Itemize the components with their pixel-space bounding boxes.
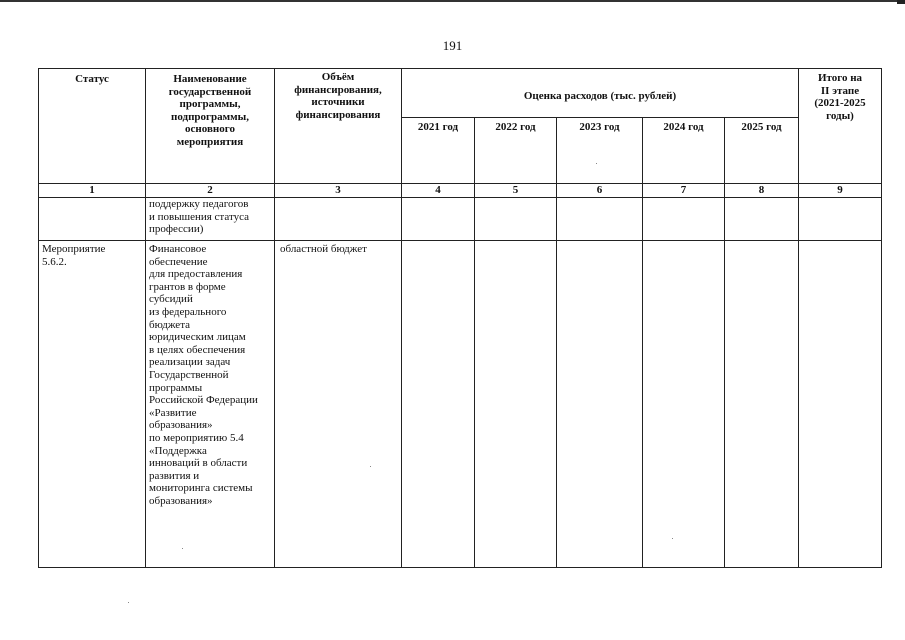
table-row <box>39 198 882 241</box>
cell-2023 <box>557 241 643 568</box>
cell-total <box>799 241 882 568</box>
col-number-6: 6 <box>557 184 643 198</box>
header-name <box>146 69 275 184</box>
scan-speck <box>596 163 597 164</box>
cell-2021 <box>402 198 475 241</box>
header-year-2023: 2023 год <box>557 118 643 184</box>
cell-2021 <box>402 241 475 568</box>
header-estimate <box>402 69 799 118</box>
col-number-3: 3 <box>275 184 402 198</box>
header-total-label: Итого на II этапе (2021-2025 годы) <box>814 72 866 122</box>
cell-2025 <box>725 241 799 568</box>
header-total <box>799 69 882 184</box>
cell-2024 <box>643 241 725 568</box>
col-number-9: 9 <box>799 184 882 198</box>
header-year-2021: 2021 год <box>402 118 475 184</box>
cell-2025 <box>725 198 799 241</box>
col-number-8: 8 <box>725 184 799 198</box>
scan-speck <box>128 602 129 603</box>
col-number-2: 2 <box>146 184 275 198</box>
header-year-2024: 2024 год <box>643 118 725 184</box>
row-source <box>275 198 402 241</box>
budget-table <box>38 68 882 568</box>
col-number-7: 7 <box>643 184 725 198</box>
cell-total <box>799 198 882 241</box>
cell-2022 <box>475 198 557 241</box>
scan-speck <box>672 538 673 539</box>
table-row <box>39 241 882 568</box>
header-year-2025: 2025 год <box>725 118 799 184</box>
row-name: поддержку педагогов и повышения статуса профессии) <box>146 198 275 241</box>
cell-2023 <box>557 198 643 241</box>
header-name-label: Наименование государственной программы, подпрограммы, основного мероприятия <box>168 73 252 148</box>
row-source: областной бюджет <box>275 241 402 568</box>
cell-2022 <box>475 241 557 568</box>
scan-speck <box>182 548 183 549</box>
header-status-label: Статус <box>75 73 109 85</box>
header-volume-label: Объём финансирования, источники финансирования <box>294 71 382 121</box>
header-volume <box>275 69 402 184</box>
col-number-5: 5 <box>475 184 557 198</box>
row-name: Финансовое обеспечение для предоставления грантов в форме субсидий из федерального бюджета юридическим лицам в целях обеспечения реализации задач Государственной программы Российской Федерации «Развитие образования» по мероприятию 5.4 «Поддержка инноваций в области развития и мониторинга системы образования» <box>146 241 275 568</box>
row-status: Мероприятие 5.6.2. <box>39 241 146 568</box>
corner-mark <box>897 0 905 4</box>
col-number-4: 4 <box>402 184 475 198</box>
header-status <box>39 69 146 184</box>
cell-2024 <box>643 198 725 241</box>
top-scan-edge <box>0 0 905 2</box>
page-number: 191 <box>442 38 463 53</box>
header-estimate-label: Оценка расходов (тыс. рублей) <box>523 89 677 102</box>
row-status <box>39 198 146 241</box>
col-number-1: 1 <box>39 184 146 198</box>
scan-speck <box>370 466 371 467</box>
header-year-2022: 2022 год <box>475 118 557 184</box>
